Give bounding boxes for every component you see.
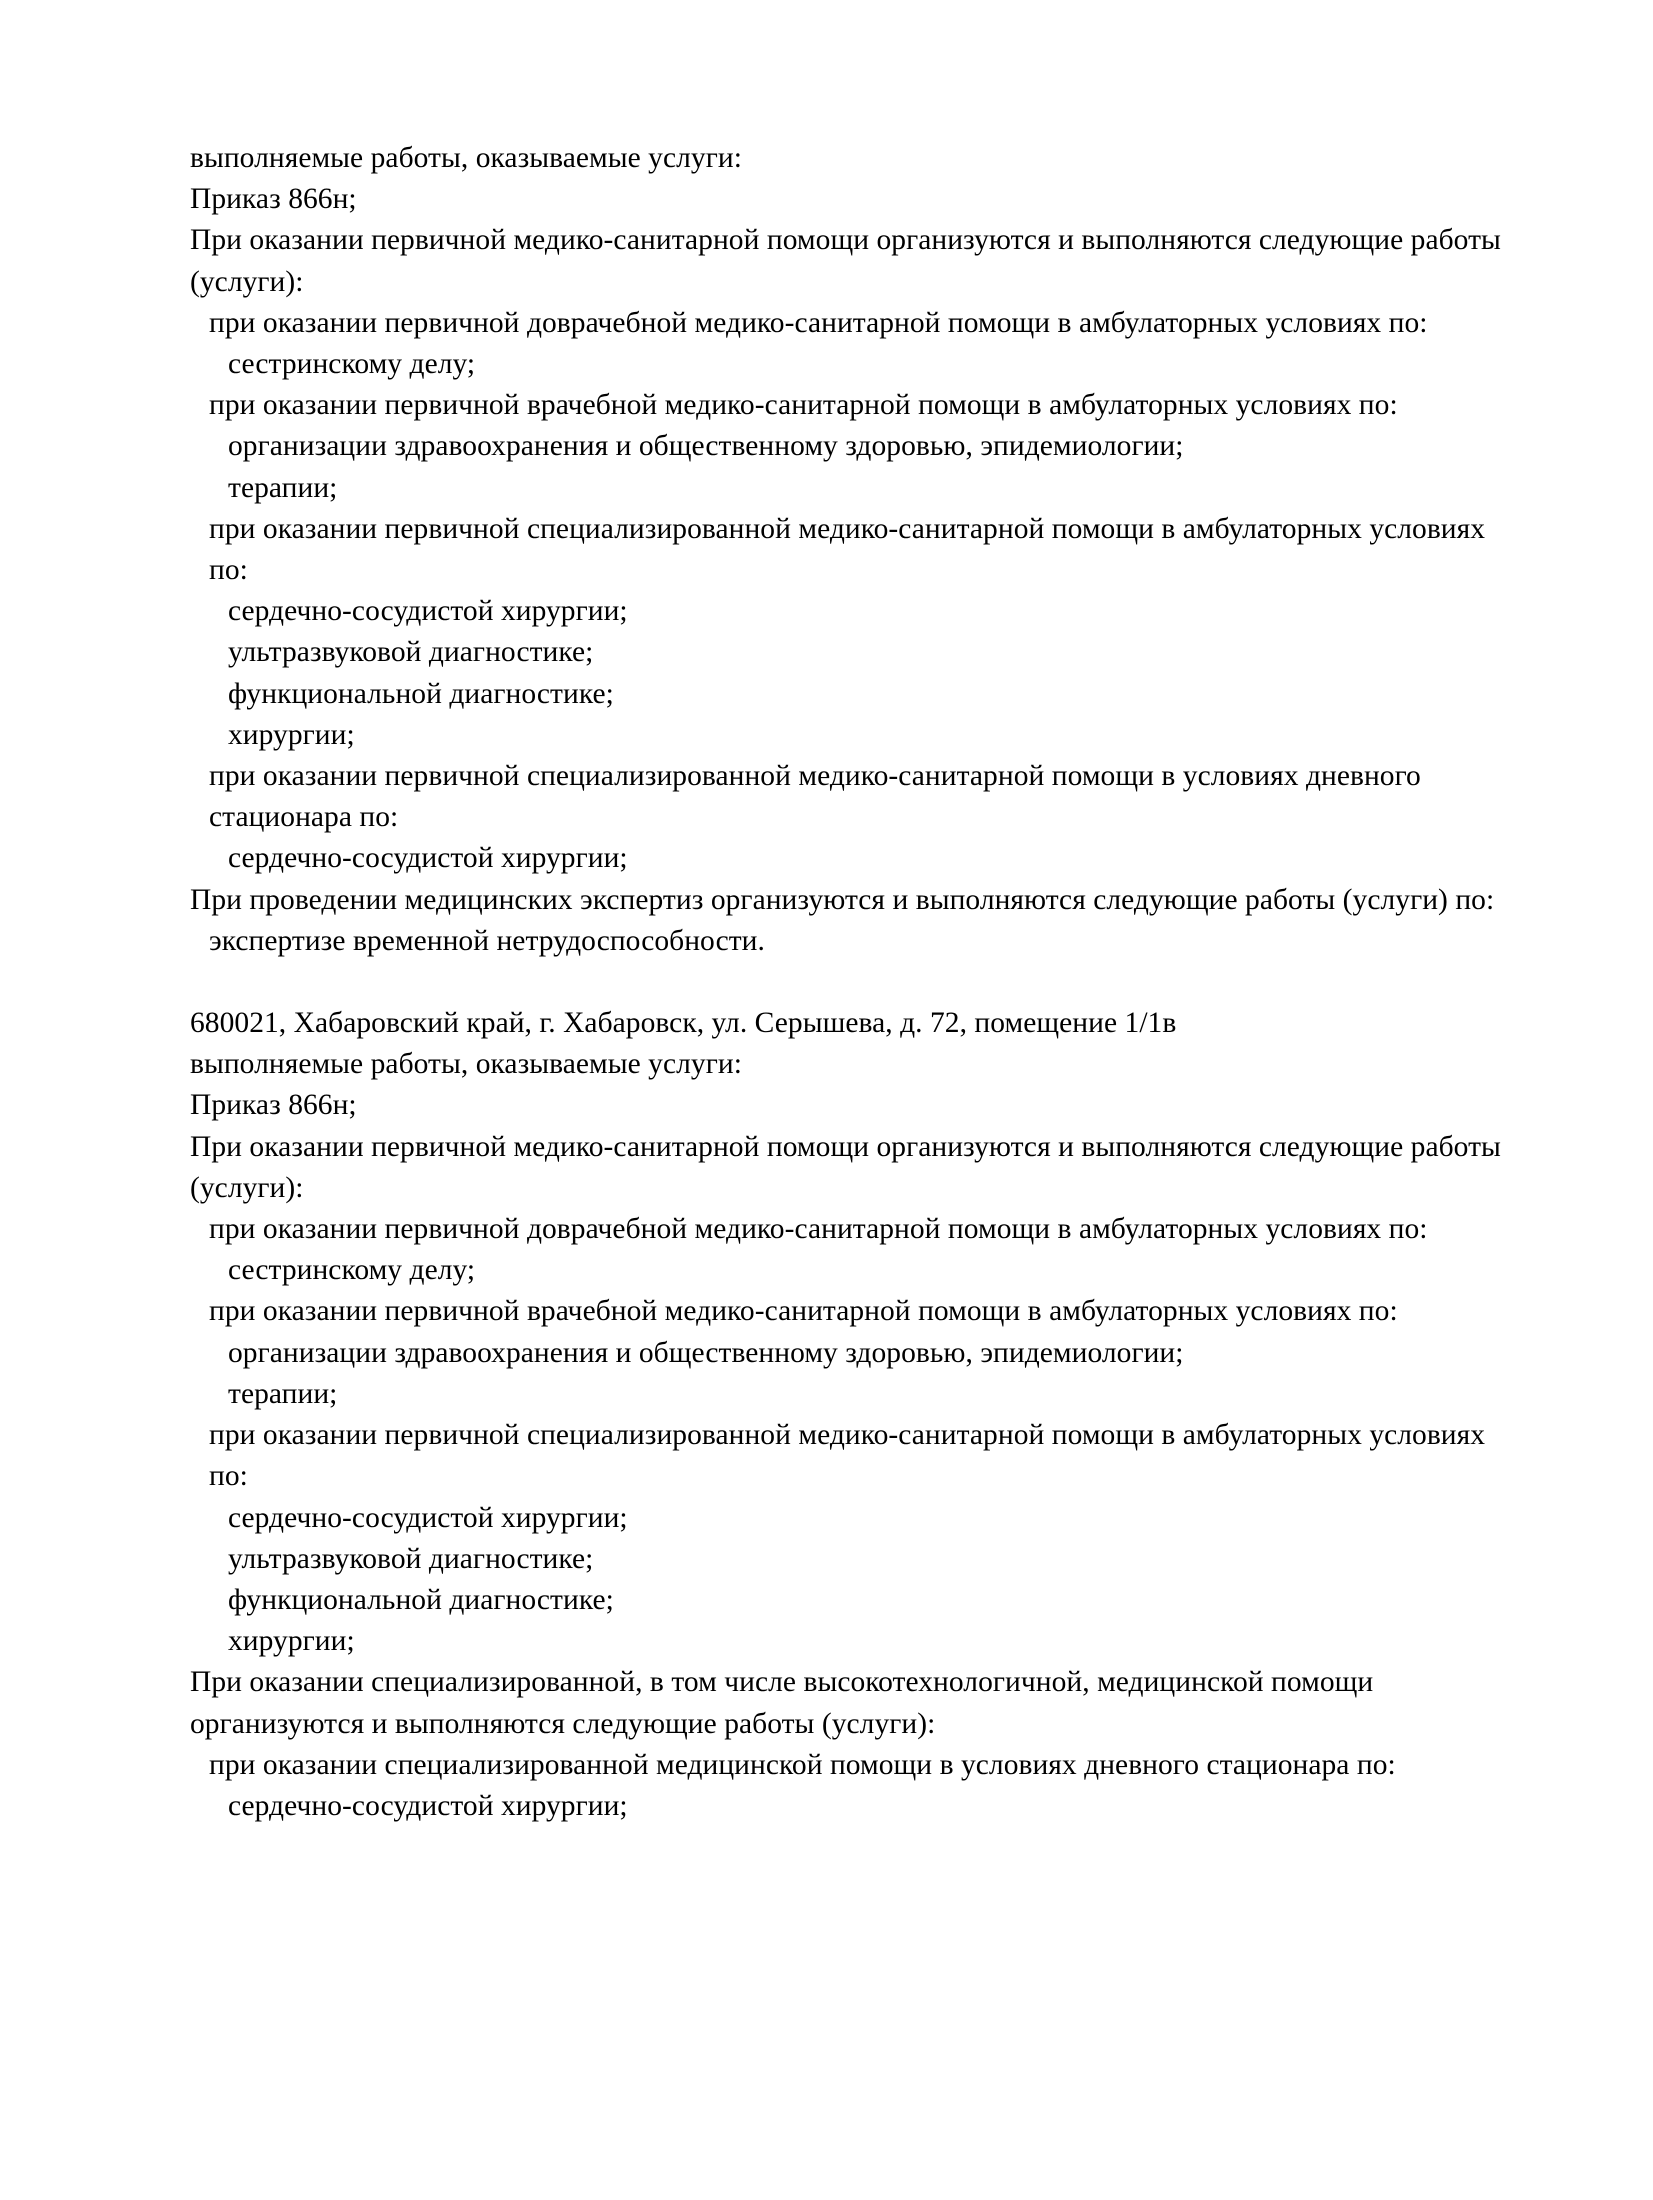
text-line: при оказании первичной доврачебной медико-санитарной помощи в амбулаторных условиях по:: [209, 1213, 1428, 1246]
service-item: экспертизе временной нетрудоспособности.: [209, 924, 765, 957]
service-item: ультразвуковой диагностике;: [228, 1542, 594, 1575]
text-line: выполняемые работы, оказываемые услуги:: [190, 142, 742, 174]
text-line: при оказании первичной специализированной медико-санитарной помощи в амбулаторных условиях по:: [209, 512, 1486, 587]
text-line: при оказании первичной специализированной медико-санитарной помощи в условиях дневного стационара по:: [209, 760, 1421, 834]
service-item: хирургии;: [228, 718, 355, 751]
service-item: сердечно-сосудистой хирургии;: [228, 1501, 628, 1534]
section-separator: [190, 962, 1503, 1003]
facility-address: 680021, Хабаровский край, г. Хабаровск, ул. Серышева, д. 72, помещение 1/1в: [190, 1007, 1177, 1040]
service-item: ультразвуковой диагностике;: [228, 636, 594, 669]
service-item: сердечно-сосудистой хирургии;: [228, 1789, 628, 1822]
text-line: при оказании первичной врачебной медико-санитарной помощи в амбулаторных условиях по:: [209, 1295, 1398, 1328]
text-line: при оказании первичной доврачебной медико-санитарной помощи в амбулаторных условиях по:: [209, 306, 1428, 339]
text-line: При проведении медицинских экспертиз организуются и выполняются следующие работы (услуги) по:: [190, 883, 1495, 916]
text-line: при оказании первичной врачебной медико-санитарной помощи в амбулаторных условиях по:: [209, 389, 1398, 422]
service-item: организации здравоохранения и общественному здоровью, эпидемиологии;: [228, 430, 1184, 463]
services-section-1: [190, 138, 1503, 962]
text-line: При оказании специализированной, в том числе высокотехнологичной, медицинской помощи организуются и выполняются следующие работы (услуги):: [190, 1666, 1374, 1740]
service-item: терапии;: [228, 1377, 338, 1410]
service-item: терапии;: [228, 471, 338, 504]
service-item: функциональной диагностике;: [228, 1583, 614, 1616]
text-line: При оказании первичной медико-санитарной помощи организуются и выполняются следующие работы (услуги):: [190, 224, 1501, 298]
service-item: сердечно-сосудистой хирургии;: [228, 595, 628, 628]
service-item: организации здравоохранения и общественному здоровью, эпидемиологии;: [228, 1336, 1184, 1369]
service-item: функциональной диагностике;: [228, 677, 614, 710]
service-item: хирургии;: [228, 1625, 355, 1658]
text-line: при оказании первичной специализированной медико-санитарной помощи в амбулаторных условиях по:: [209, 1419, 1486, 1493]
text-line: выполняемые работы, оказываемые услуги:: [190, 1048, 742, 1081]
service-item: сестринскому делу;: [228, 1254, 476, 1287]
document-body: [190, 138, 1503, 1827]
services-section-2: [190, 1003, 1503, 1827]
text-line: при оказании специализированной медицинской помощи в условиях дневного стационара по:: [209, 1748, 1396, 1781]
service-item: сестринскому делу;: [228, 348, 476, 381]
text-line: При оказании первичной медико-санитарной помощи организуются и выполняются следующие работы (услуги):: [190, 1130, 1501, 1204]
text-line-order-reference: Приказ 866н;: [190, 183, 357, 216]
text-line-order-reference: Приказ 866н;: [190, 1089, 357, 1122]
service-item: сердечно-сосудистой хирургии;: [228, 842, 628, 875]
